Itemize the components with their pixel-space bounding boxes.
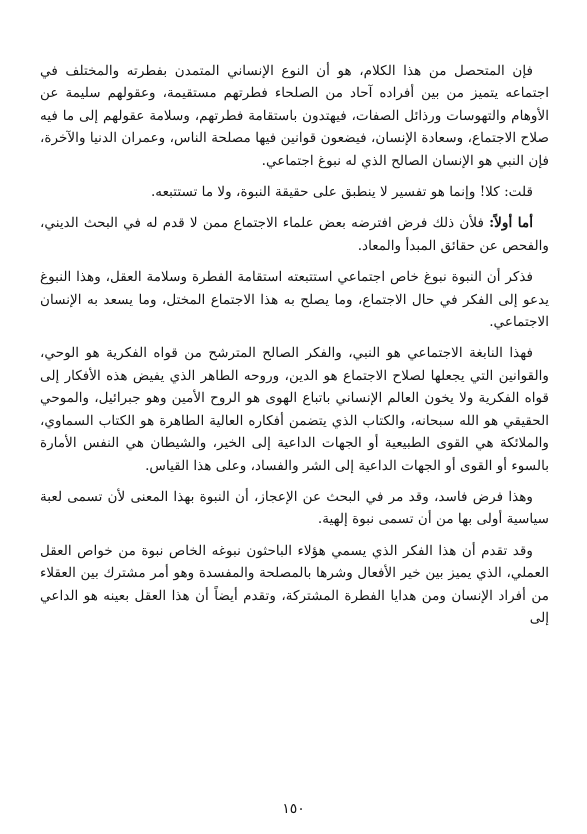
paragraph-1: [40, 60, 549, 172]
page-number: ١٥٠: [282, 801, 305, 817]
paragraph-2: [40, 181, 549, 203]
paragraph-7-text: وقد تقدم أن هذا الفكر الذي يسمي هؤلاء الباحثون نبوغه الخاص نبوة من خواص العقل العملي، الذي يميز بين خير الأفعال وشرها بالمصلحة والمفسدة وهو أمر مشترك بين العقلاء من أفراد الإنسان ومن هدايا الفطرة المشتركة، وتقدم أيضاً أن هذا العقل بعينه هو الداعي إلى: [40, 542, 549, 626]
paragraph-4: [40, 266, 549, 333]
paragraph-4-text: فذكر أن النبوة نبوغ خاص اجتماعي استتبعته استقامة الفطرة وسلامة العقل، وهذا النبوغ يدعو إلى الفكر في حال الاجتماع، وما يصلح به هذا الاجتماع المختل، وما يسعد به الإنسان الاجتماعي.: [40, 269, 549, 331]
paragraph-3-lead: أما أولاً:: [489, 215, 533, 232]
paragraph-6: [40, 486, 549, 531]
paragraph-5: [40, 342, 549, 476]
paragraph-5-text: فهذا النابغة الاجتماعي هو النبي، والفكر الصالح المترشح من قواه الفكرية هو الوحي، والقوانين التي يجعلها لصلاح الاجتماع هو الدين، وروحه الطاهر الذي يفيض هذه الأفكار إلى قواه الفكرية ولا يخون العالم الإنساني باتباع الهوى هو الروح الأمين وهو جبرائيل، والموحي الحقيقي هو الله سبحانه، والكتاب الذي يتضمن أفكاره العالية الطاهرة هو الكتاب السماوي، والملائكة هي القوى الطبيعية أو الجهات الداعية إلى الخير، والشيطان هي النفس الأمارة بالسوء أو القوى أو الجهات الداعية إلى الشر والفساد، وعلى هذا القياس.: [40, 345, 549, 474]
paragraph-3: [40, 212, 549, 257]
paragraph-1-text: فإن المتحصل من هذا الكلام، هو أن النوع الإنساني المتمدن بفطرته والمختلف في اجتماعه يتميز من بين أفراده آحاد من الصلحاء فطرتهم مستقيمة، وعقولهم سليمة عن الأوهام والتهوسات ورذائل الصفات، فيهتدون باستقامة فطرتهم، وسلامة عقولهم إلى ما فيه صلاح الاجتماع، وسعادة الإنسان، فيضعون قوانين فيها مصلحة الناس، وعمران الدنيا والآخرة، فإن النبي هو الإنسان الصالح الذي له نبوغ اجتماعي.: [40, 63, 549, 169]
paragraph-2-text: قلت: كلا! وإنما هو تفسير لا ينطبق على حقيقة النبوة، ولا ما تستتبعه.: [150, 184, 533, 201]
paragraph-6-text: وهذا فرض فاسد، وقد مر في البحث عن الإعجاز، أن النبوة بهذا المعنى لأن تسمى لعبة سياسية أولى بها من أن تسمى نبوة إلهية.: [40, 488, 549, 528]
paragraph-3-text: فلأن ذلك فرض افترضه بعض علماء الاجتماع ممن لا قدم له في البحث الديني، والفحص عن حقائق المبدأ والمعاد.: [40, 215, 549, 254]
paragraph-7: [40, 540, 549, 630]
page-body: [40, 60, 549, 638]
